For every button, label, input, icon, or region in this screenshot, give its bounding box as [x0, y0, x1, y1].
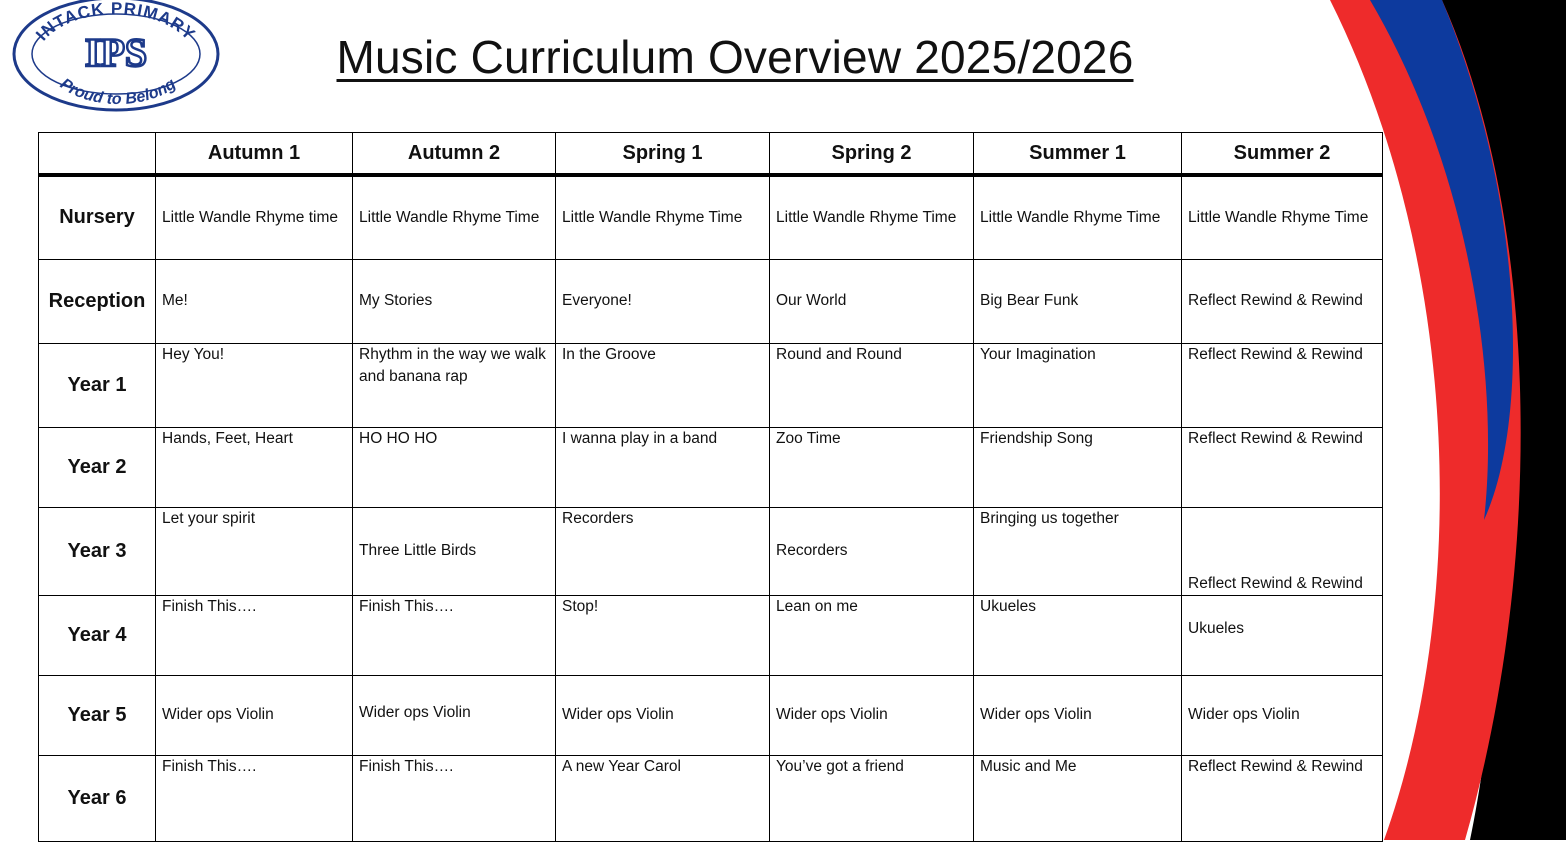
row-label: Reception — [39, 259, 156, 343]
table-cell: HO HO HO — [353, 427, 556, 507]
header-row — [39, 133, 1383, 176]
table-row — [39, 675, 1383, 755]
page-title: Music Curriculum Overview 2025/2026 — [336, 31, 1134, 83]
table-cell: Little Wandle Rhyme Time — [1182, 175, 1383, 259]
table-cell: Friendship Song — [974, 427, 1182, 507]
table-cell: Bringing us together — [974, 507, 1182, 595]
table-cell: Zoo Time — [770, 427, 974, 507]
table-row — [39, 175, 1383, 259]
table-row — [39, 259, 1383, 343]
table-cell: Stop! — [556, 595, 770, 675]
table-cell: Rhythm in the way we walk and banana rap — [353, 343, 556, 427]
table-cell: Reflect Rewind & Rewind — [1182, 507, 1383, 595]
logo-top-text: INTACK PRIMARY — [32, 0, 200, 45]
table-cell: Three Little Birds — [353, 507, 556, 595]
row-label: Year 1 — [39, 343, 156, 427]
table-cell: Finish This…. — [353, 595, 556, 675]
table-cell: Wider ops Violin — [353, 675, 556, 755]
row-label: Year 6 — [39, 755, 156, 841]
table-row — [39, 595, 1383, 675]
header-autumn-2: Autumn 2 — [353, 133, 556, 176]
table-row — [39, 343, 1383, 427]
table-cell: My Stories — [353, 259, 556, 343]
header-autumn-1: Autumn 1 — [156, 133, 353, 176]
table-cell: Ukueles — [1182, 595, 1383, 675]
curriculum-table — [38, 132, 1383, 842]
logo-motto: Proud to Belong — [57, 75, 179, 109]
table-cell: A new Year Carol — [556, 755, 770, 841]
table-cell: Your Imagination — [974, 343, 1182, 427]
table-cell: Little Wandle Rhyme time — [156, 175, 353, 259]
row-label: Year 2 — [39, 427, 156, 507]
table-cell: Wider ops Violin — [974, 675, 1182, 755]
row-label: Nursery — [39, 175, 156, 259]
table-cell: Wider ops Violin — [156, 675, 353, 755]
table-cell: Ukueles — [974, 595, 1182, 675]
row-label: Year 3 — [39, 507, 156, 595]
table-cell: Wider ops Violin — [1182, 675, 1383, 755]
table-cell: Hey You! — [156, 343, 353, 427]
logo-initials: IPS — [84, 30, 148, 75]
row-label: Year 5 — [39, 675, 156, 755]
table-cell: Everyone! — [556, 259, 770, 343]
table-cell: In the Groove — [556, 343, 770, 427]
table-cell: Let your spirit — [156, 507, 353, 595]
table-cell: Reflect Rewind & Rewind — [1182, 343, 1383, 427]
table-cell: Big Bear Funk — [974, 259, 1182, 343]
table-cell: Reflect Rewind & Rewind — [1182, 259, 1383, 343]
table-cell: Me! — [156, 259, 353, 343]
header-spring-1: Spring 1 — [556, 133, 770, 176]
table-cell: Little Wandle Rhyme Time — [770, 175, 974, 259]
table-cell: Lean on me — [770, 595, 974, 675]
table-cell: Little Wandle Rhyme Time — [974, 175, 1182, 259]
table-cell: Reflect Rewind & Rewind — [1182, 755, 1383, 841]
header-summer-2: Summer 2 — [1182, 133, 1383, 176]
table-cell: Our World — [770, 259, 974, 343]
table-cell: Recorders — [556, 507, 770, 595]
corner-cell — [39, 133, 156, 176]
table-cell: Round and Round — [770, 343, 974, 427]
table-cell: Hands, Feet, Heart — [156, 427, 353, 507]
row-label: Year 4 — [39, 595, 156, 675]
table-row — [39, 507, 1383, 595]
table-cell: Finish This…. — [156, 595, 353, 675]
table-cell: I wanna play in a band — [556, 427, 770, 507]
table-row — [39, 755, 1383, 841]
table-cell: Finish This…. — [156, 755, 353, 841]
table-cell: Music and Me — [974, 755, 1182, 841]
table-row — [39, 427, 1383, 507]
table-cell: Wider ops Violin — [556, 675, 770, 755]
table-cell: Recorders — [770, 507, 974, 595]
table-cell: You’ve got a friend — [770, 755, 974, 841]
table-cell: Reflect Rewind & Rewind — [1182, 427, 1383, 507]
header-spring-2: Spring 2 — [770, 133, 974, 176]
table-cell: Little Wandle Rhyme Time — [556, 175, 770, 259]
header-summer-1: Summer 1 — [974, 133, 1182, 176]
table-cell: Little Wandle Rhyme Time — [353, 175, 556, 259]
table-cell: Wider ops Violin — [770, 675, 974, 755]
table-cell: Finish This…. — [353, 755, 556, 841]
